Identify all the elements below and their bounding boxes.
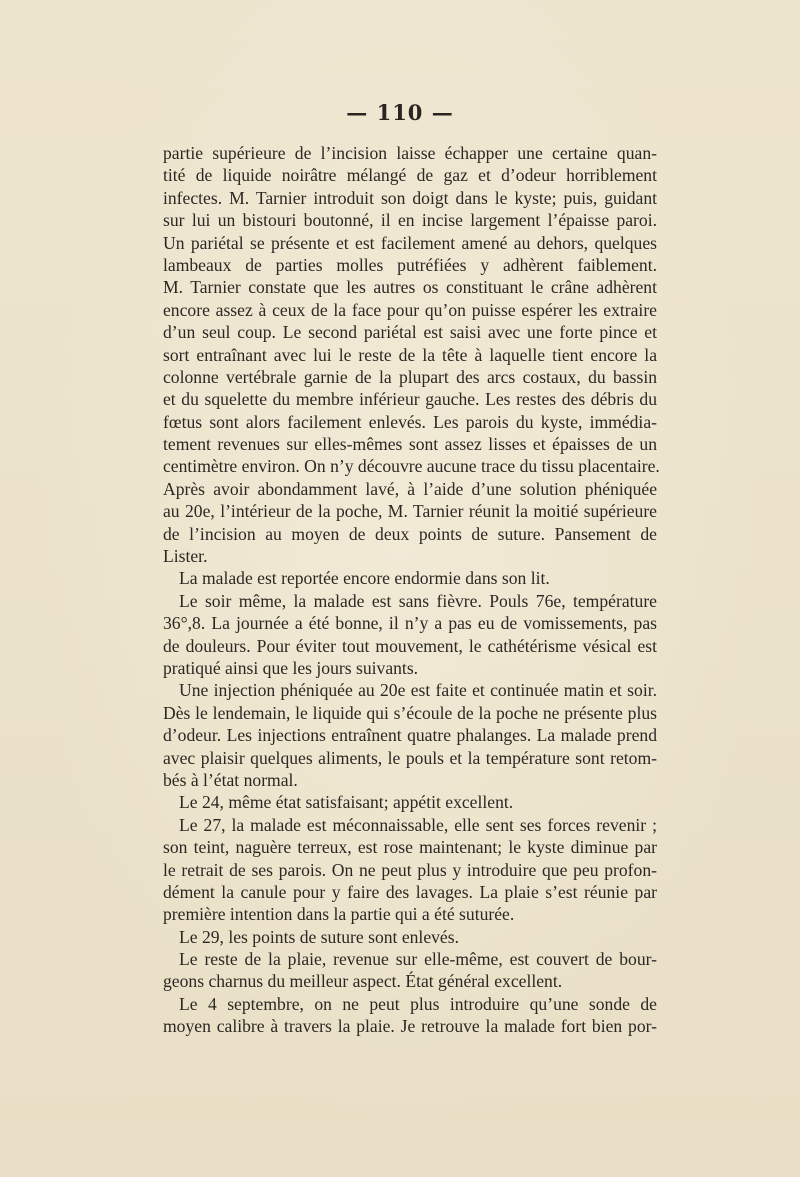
- text-line: Le 29, les points de suture sont enlevés.: [179, 926, 459, 947]
- text-line: au 20e, l’intérieur de la poche, M. Tarnier réunit la moitié supérieure: [163, 501, 657, 522]
- text-line: de l’incision au moyen de deux points de suture. Pansement de: [163, 523, 657, 544]
- text-line: infectes. M. Tarnier introduit son doigt dans le kyste; puis, guidant: [163, 187, 657, 208]
- text-line: Le 4 septembre, on ne peut plus introduire qu’une sonde de: [179, 993, 657, 1014]
- text-line: le retrait de ses parois. On ne peut plus y introduire que peu profon-: [163, 859, 657, 880]
- text-line: Le soir même, la malade est sans fièvre. Pouls 76e, température: [179, 590, 657, 611]
- text-line: Le 24, même état satisfaisant; appétit excellent.: [179, 792, 514, 813]
- text-line: geons charnus du meilleur aspect. État général excellent.: [163, 971, 563, 992]
- text-line: dément la canule pour y faire des lavages. La plaie s’est réunie par: [163, 881, 657, 902]
- text-line: Une injection phéniquée au 20e est faite et continuée matin et soir.: [179, 680, 657, 701]
- text-line: Dès le lendemain, le liquide qui s’écoule de la poche ne présente plus: [163, 702, 657, 723]
- text-line: Après avoir abondamment lavé, à l’aide d’une solution phéniquée: [163, 478, 657, 499]
- text-line: d’un seul coup. Le second pariétal est saisi avec une forte pince et: [163, 322, 657, 343]
- text-line: avec plaisir quelques aliments, le pouls et la température sont retom-: [163, 747, 657, 768]
- text-line: moyen calibre à travers la plaie. Je retrouve la malade fort bien por-: [163, 1016, 657, 1037]
- text-line: de douleurs. Pour éviter tout mouvement, le cathétérisme vésical est: [163, 635, 657, 656]
- text-line: pratiqué ainsi que les jours suivants.: [163, 657, 419, 678]
- body-text: [163, 142, 660, 1038]
- text-line: tité de liquide noirâtre mélangé de gaz et d’odeur horriblement: [163, 165, 657, 186]
- text-line: d’odeur. Les injections entraînent quatre phalanges. La malade prend: [163, 725, 657, 746]
- text-line: son teint, naguère terreux, est rose maintenant; le kyste diminue par: [163, 837, 657, 858]
- text-line: bés à l’état normal.: [163, 769, 298, 790]
- text-line: Le reste de la plaie, revenue sur elle-même, est couvert de bour-: [179, 949, 657, 970]
- text-line: tement revenues sur elles-mêmes sont assez lisses et épaisses de un: [163, 434, 657, 455]
- text-line: encore assez à ceux de la face pour qu’on puisse espérer les extraire: [163, 299, 657, 320]
- text-line: et du squelette du membre inférieur gauche. Les restes des débris du: [163, 389, 657, 410]
- text-line: fœtus sont alors facilement enlevés. Les parois du kyste, immédia-: [163, 411, 657, 432]
- text-line: M. Tarnier constate que les autres os constituant le crâne adhèrent: [163, 277, 657, 298]
- text-line: colonne vertébrale garnie de la plupart des arcs costaux, du bassin: [163, 366, 657, 387]
- page-number: — 110 —: [346, 100, 454, 125]
- text-line: partie supérieure de l’incision laisse échapper une certaine quan-: [163, 143, 657, 163]
- text-line: La malade est reportée encore endormie dans son lit.: [179, 568, 550, 589]
- text-line: Lister.: [163, 546, 208, 567]
- text-line: sort entraînant avec lui le reste de la tête à laquelle tient encore la: [163, 344, 657, 365]
- text-line: centimètre environ. On n’y découvre aucune trace du tissu placentaire.: [163, 456, 660, 477]
- text-line: sur lui un bistouri boutonné, il en incise largement l’épaisse paroi.: [163, 210, 657, 231]
- text-line: Le 27, la malade est méconnaissable, elle sent ses forces revenir ;: [179, 814, 657, 835]
- text-line: première intention dans la partie qui a été suturée.: [163, 904, 515, 925]
- text-line: Un pariétal se présente et est facilement amené au dehors, quelques: [163, 232, 657, 253]
- text-line: 36°,8. La journée a été bonne, il n’y a pas eu de vomissements, pas: [163, 613, 657, 634]
- text-line: lambeaux de parties molles putréfiées y adhèrent faiblement.: [163, 254, 657, 275]
